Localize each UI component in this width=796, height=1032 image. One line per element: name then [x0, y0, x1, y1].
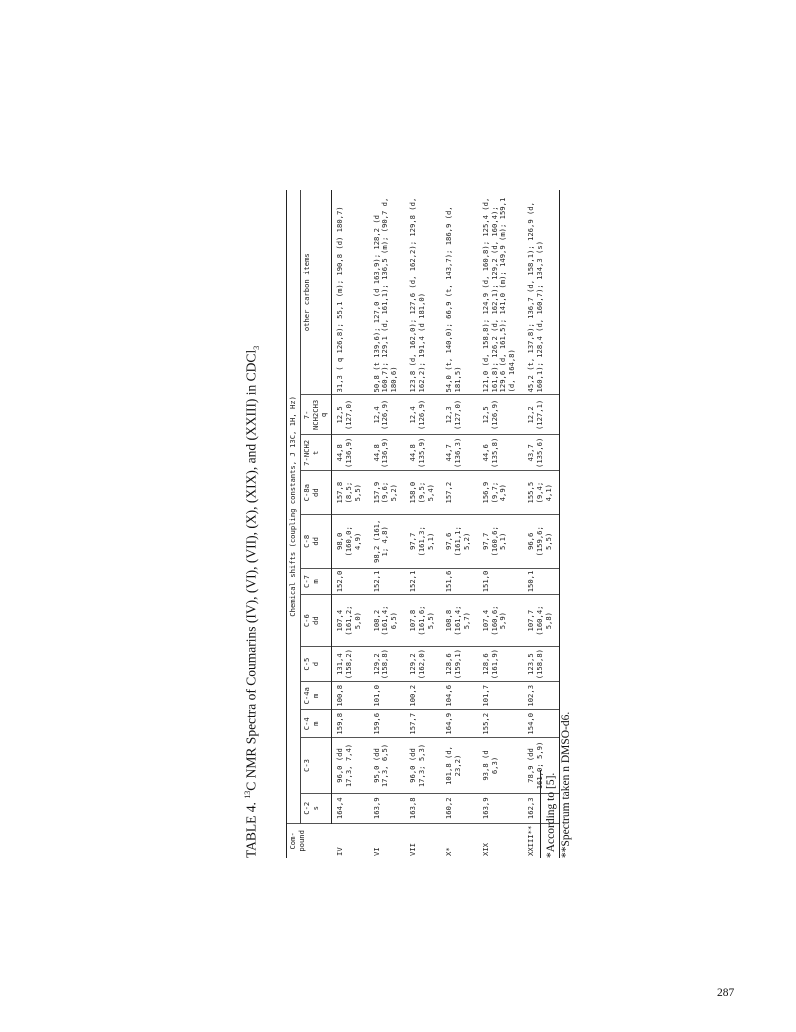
- cell-other: 54,0 (t, 140,0); 66,9 (t, 143,7); 186,9 (d, 181,5): [441, 190, 477, 395]
- cell-c8: 98,0 (160,0; 4,9): [332, 515, 369, 569]
- cell-c5: 131,4 (158,2): [332, 646, 369, 681]
- column-header: [300, 646, 331, 681]
- cell-c5: 128,6 (159,1): [441, 646, 477, 681]
- rotated-table-block: [240, 190, 652, 858]
- column-header: [300, 710, 331, 738]
- cell-c6: 108,8 (161,4; 5,7): [441, 595, 477, 647]
- cell-nch2ch3: 12,2 (127,1): [523, 395, 560, 435]
- cell-c8: 97,7 (160,6; 5,1): [478, 515, 523, 569]
- cell-other: 121,0 (d, 158,8); 124,9 (d, 160,8); 125,4 (d, 161,8); 126,2 (d, 162,1); 129,2 (d, 160,4); 129,6 (d, 161,5); 141,0 (m); 149,9 (m); 159,1 (d, 164,8): [478, 190, 523, 395]
- column-header-multiplicity: q: [319, 412, 329, 418]
- page-number: 287: [717, 987, 735, 999]
- caption-subscript: 3: [252, 345, 262, 350]
- cell-other: 31,3 ( q 126,8); 55,1 (m); 190,8 (d) 180,7): [332, 190, 369, 395]
- cell-other: 45,2 (t, 137,8); 136,7 (d, 158,1); 126,9 (d, 160,1); 128,4 (d, 160,7); 134,3 (s): [523, 190, 560, 395]
- cell-nch2ch3: 12,5 (126,9): [478, 395, 523, 435]
- cell-c8a: 158,0 (9,5; 5,4): [405, 471, 441, 515]
- cell-c5: 129,2 (158,8): [369, 646, 405, 681]
- cell-c2: 163,9: [369, 793, 405, 823]
- column-header-label: C-6: [301, 614, 311, 628]
- cell-nch2: 44,8 (136,9): [332, 435, 369, 471]
- column-header-row: [300, 190, 331, 858]
- nmr-table: [286, 190, 560, 858]
- cell-c4a: 100,8: [332, 682, 369, 710]
- column-header-multiplicity: m: [310, 693, 320, 698]
- table-row: [441, 190, 477, 858]
- column-header: [300, 395, 331, 435]
- column-header-multiplicity: dd: [310, 537, 320, 546]
- table-row: [405, 190, 441, 858]
- column-header-multiplicity: t: [310, 450, 320, 455]
- column-header-multiplicity: m: [310, 579, 320, 584]
- cell-c4: 164,9: [441, 710, 477, 738]
- column-header-label: C-8a: [301, 484, 311, 502]
- cell-c8a: 157,2: [441, 471, 477, 515]
- cell-compound: XIX: [480, 843, 490, 856]
- column-header-label: C-3: [301, 759, 311, 772]
- cell-c6: 107,8 (161,6; 5,5): [405, 595, 441, 647]
- cell-c4a: 104,6: [441, 682, 477, 710]
- cell-c8: 98,2 (161, 1; 4,8): [369, 515, 405, 569]
- cell-compound: IV: [334, 847, 344, 856]
- cell-c7: 152,1: [369, 568, 405, 595]
- column-header: [300, 515, 331, 569]
- column-header-label: C-8: [301, 534, 311, 548]
- table-body: [332, 190, 560, 858]
- cell-c4: 154,0: [523, 710, 560, 738]
- cell-c2: 163,8: [405, 793, 441, 823]
- column-header: [300, 568, 331, 595]
- footnote-rule: [540, 770, 541, 858]
- cell-c8: 97,6 (161,1; 5,2): [441, 515, 477, 569]
- table-caption: [240, 190, 265, 858]
- column-header: [300, 471, 331, 515]
- column-header-multiplicity: m: [310, 721, 320, 726]
- cell-c2: 164,4: [332, 793, 369, 823]
- column-header-label: 7-NCH2: [301, 439, 311, 466]
- footnote-1: *According to [5].: [545, 772, 557, 858]
- column-header-multiplicity: s: [310, 806, 320, 811]
- caption-prefix: TABLE 4.: [243, 798, 259, 858]
- column-header-label: other carbon items: [301, 253, 311, 332]
- cell-c3: 78,9 (dd 161,0; 5,9): [523, 738, 560, 794]
- cell-nch2ch3: 12,4 (126,9): [369, 395, 405, 435]
- cell-c4a: 101,0: [369, 682, 405, 710]
- cell-c2: 162,3: [523, 793, 560, 823]
- cell-c6: 107,4 (161,2; 5,0): [332, 595, 369, 647]
- cell-c8a: 155,5 (9,4; 4,1): [523, 471, 560, 515]
- table-row: [332, 190, 369, 858]
- column-header-label: C-7: [301, 574, 311, 588]
- column-header-label: C-4: [301, 717, 311, 731]
- column-header-label: C-2: [301, 801, 311, 815]
- cell-c8: 96,6 (159,6; 5,5): [523, 515, 560, 569]
- column-header: [300, 190, 331, 395]
- cell-nch2ch3: 12,4 (126,9): [405, 395, 441, 435]
- table-row: [369, 190, 405, 858]
- cell-c7: 151,0: [478, 568, 523, 595]
- cell-c3: 101,8 (d, 23,2): [441, 738, 477, 794]
- column-header-multiplicity: dd: [310, 616, 320, 625]
- cell-c3: 96,0 (dd 17,3, 7,4): [332, 738, 369, 794]
- cell-nch2: 44,6 (135,8): [478, 435, 523, 471]
- cell-c8a: 156,9 (9,7; 4,9): [478, 471, 523, 515]
- footnote-2: **Spectrum taken n DMSO-d6.: [560, 711, 572, 858]
- cell-nch2ch3: 12,3 (127,0): [441, 395, 477, 435]
- column-header: [300, 682, 331, 710]
- column-header: [300, 595, 331, 647]
- cell-other: 123,8 (d, 162,0); 127,6 (d, 162,2); 129,8 (d, 162,2); 191,4 (d 181,0): [405, 190, 441, 395]
- cell-c3: 96,0 (dd 17,3; 5,3): [405, 738, 441, 794]
- cell-c8a: 157,9 (9,6; 5,2): [369, 471, 405, 515]
- caption-text: C NMR Spectra of Coumarins (IV), (VI), (VII), (X), (XIX), and (XXIII) in CDCl: [243, 349, 259, 791]
- column-header-label: C-4a: [301, 687, 311, 705]
- cell-c2: 163,9: [478, 793, 523, 823]
- column-header-multiplicity: d: [310, 661, 320, 667]
- cell-other: 50,8 (t 139,6); 127,0 (d 163,9); 128,2 (d 160,7); 129,1 (d, 161,1); 136,5 (m); (90,7 d, 180,6): [369, 190, 405, 395]
- cell-compound: VI: [371, 847, 381, 856]
- cell-c4: 159,8: [332, 710, 369, 738]
- cell-c4: 157,7: [405, 710, 441, 738]
- cell-compound: XXIII**: [523, 823, 560, 858]
- cell-c7: 151,6: [441, 568, 477, 595]
- column-header-label: C-5: [301, 657, 311, 671]
- cell-c4a: 102,3: [523, 682, 560, 710]
- cell-nch2: 44,8 (135,9): [405, 435, 441, 471]
- cell-nch2: 44,8 (136,9): [369, 435, 405, 471]
- cell-c8: 97,7 (161,3; 5,1): [405, 515, 441, 569]
- column-header-multiplicity: dd: [310, 488, 320, 497]
- cell-c3: 95,0 (dd 17,3, 6,5): [369, 738, 405, 794]
- compound-header: Com-pound: [287, 823, 332, 858]
- cell-c7: 152,1: [405, 568, 441, 595]
- cell-c4: 159,6: [369, 710, 405, 738]
- cell-compound: X*: [444, 847, 454, 856]
- cell-c4a: 101,7: [478, 682, 523, 710]
- cell-nch2ch3: 12,5 (127,0): [332, 395, 369, 435]
- table-row: [478, 190, 523, 858]
- cell-nch2: 43,7 (135,6): [523, 435, 560, 471]
- cell-compound: VII: [407, 843, 417, 856]
- cell-c6: 108,2 (161,4; 6,5): [369, 595, 405, 647]
- cell-c5: 128,6 (161,9): [478, 646, 523, 681]
- cell-c2: 160,2: [441, 793, 477, 823]
- cell-c5: 123,5 (158,8): [523, 646, 560, 681]
- cell-c4: 155,2: [478, 710, 523, 738]
- caption-superscript: 13: [243, 790, 252, 799]
- cell-c8a: 157,8 (8,5; 5,5): [332, 471, 369, 515]
- cell-c6: 107,7 (160,4; 5,8): [523, 595, 560, 647]
- cell-c3: 93,8 (d 6,3): [478, 738, 523, 794]
- cell-c5: 129,2 (162,0): [405, 646, 441, 681]
- footnotes: [540, 458, 574, 858]
- group-header: Chemical shifts (coupling constants, J 13C, 1H, Hz): [287, 190, 301, 823]
- cell-c7: 150,1: [523, 568, 560, 595]
- column-header: [300, 435, 331, 471]
- cell-c7: 152,0: [332, 568, 369, 595]
- column-header-label: 7-NCH2CH3: [301, 399, 320, 431]
- cell-c4a: 100,2: [405, 682, 441, 710]
- cell-c6: 107,4 (160,6; 5,9): [478, 595, 523, 647]
- cell-nch2: 44,7 (136,3): [441, 435, 477, 471]
- column-header: [300, 793, 331, 823]
- column-header: [300, 738, 331, 794]
